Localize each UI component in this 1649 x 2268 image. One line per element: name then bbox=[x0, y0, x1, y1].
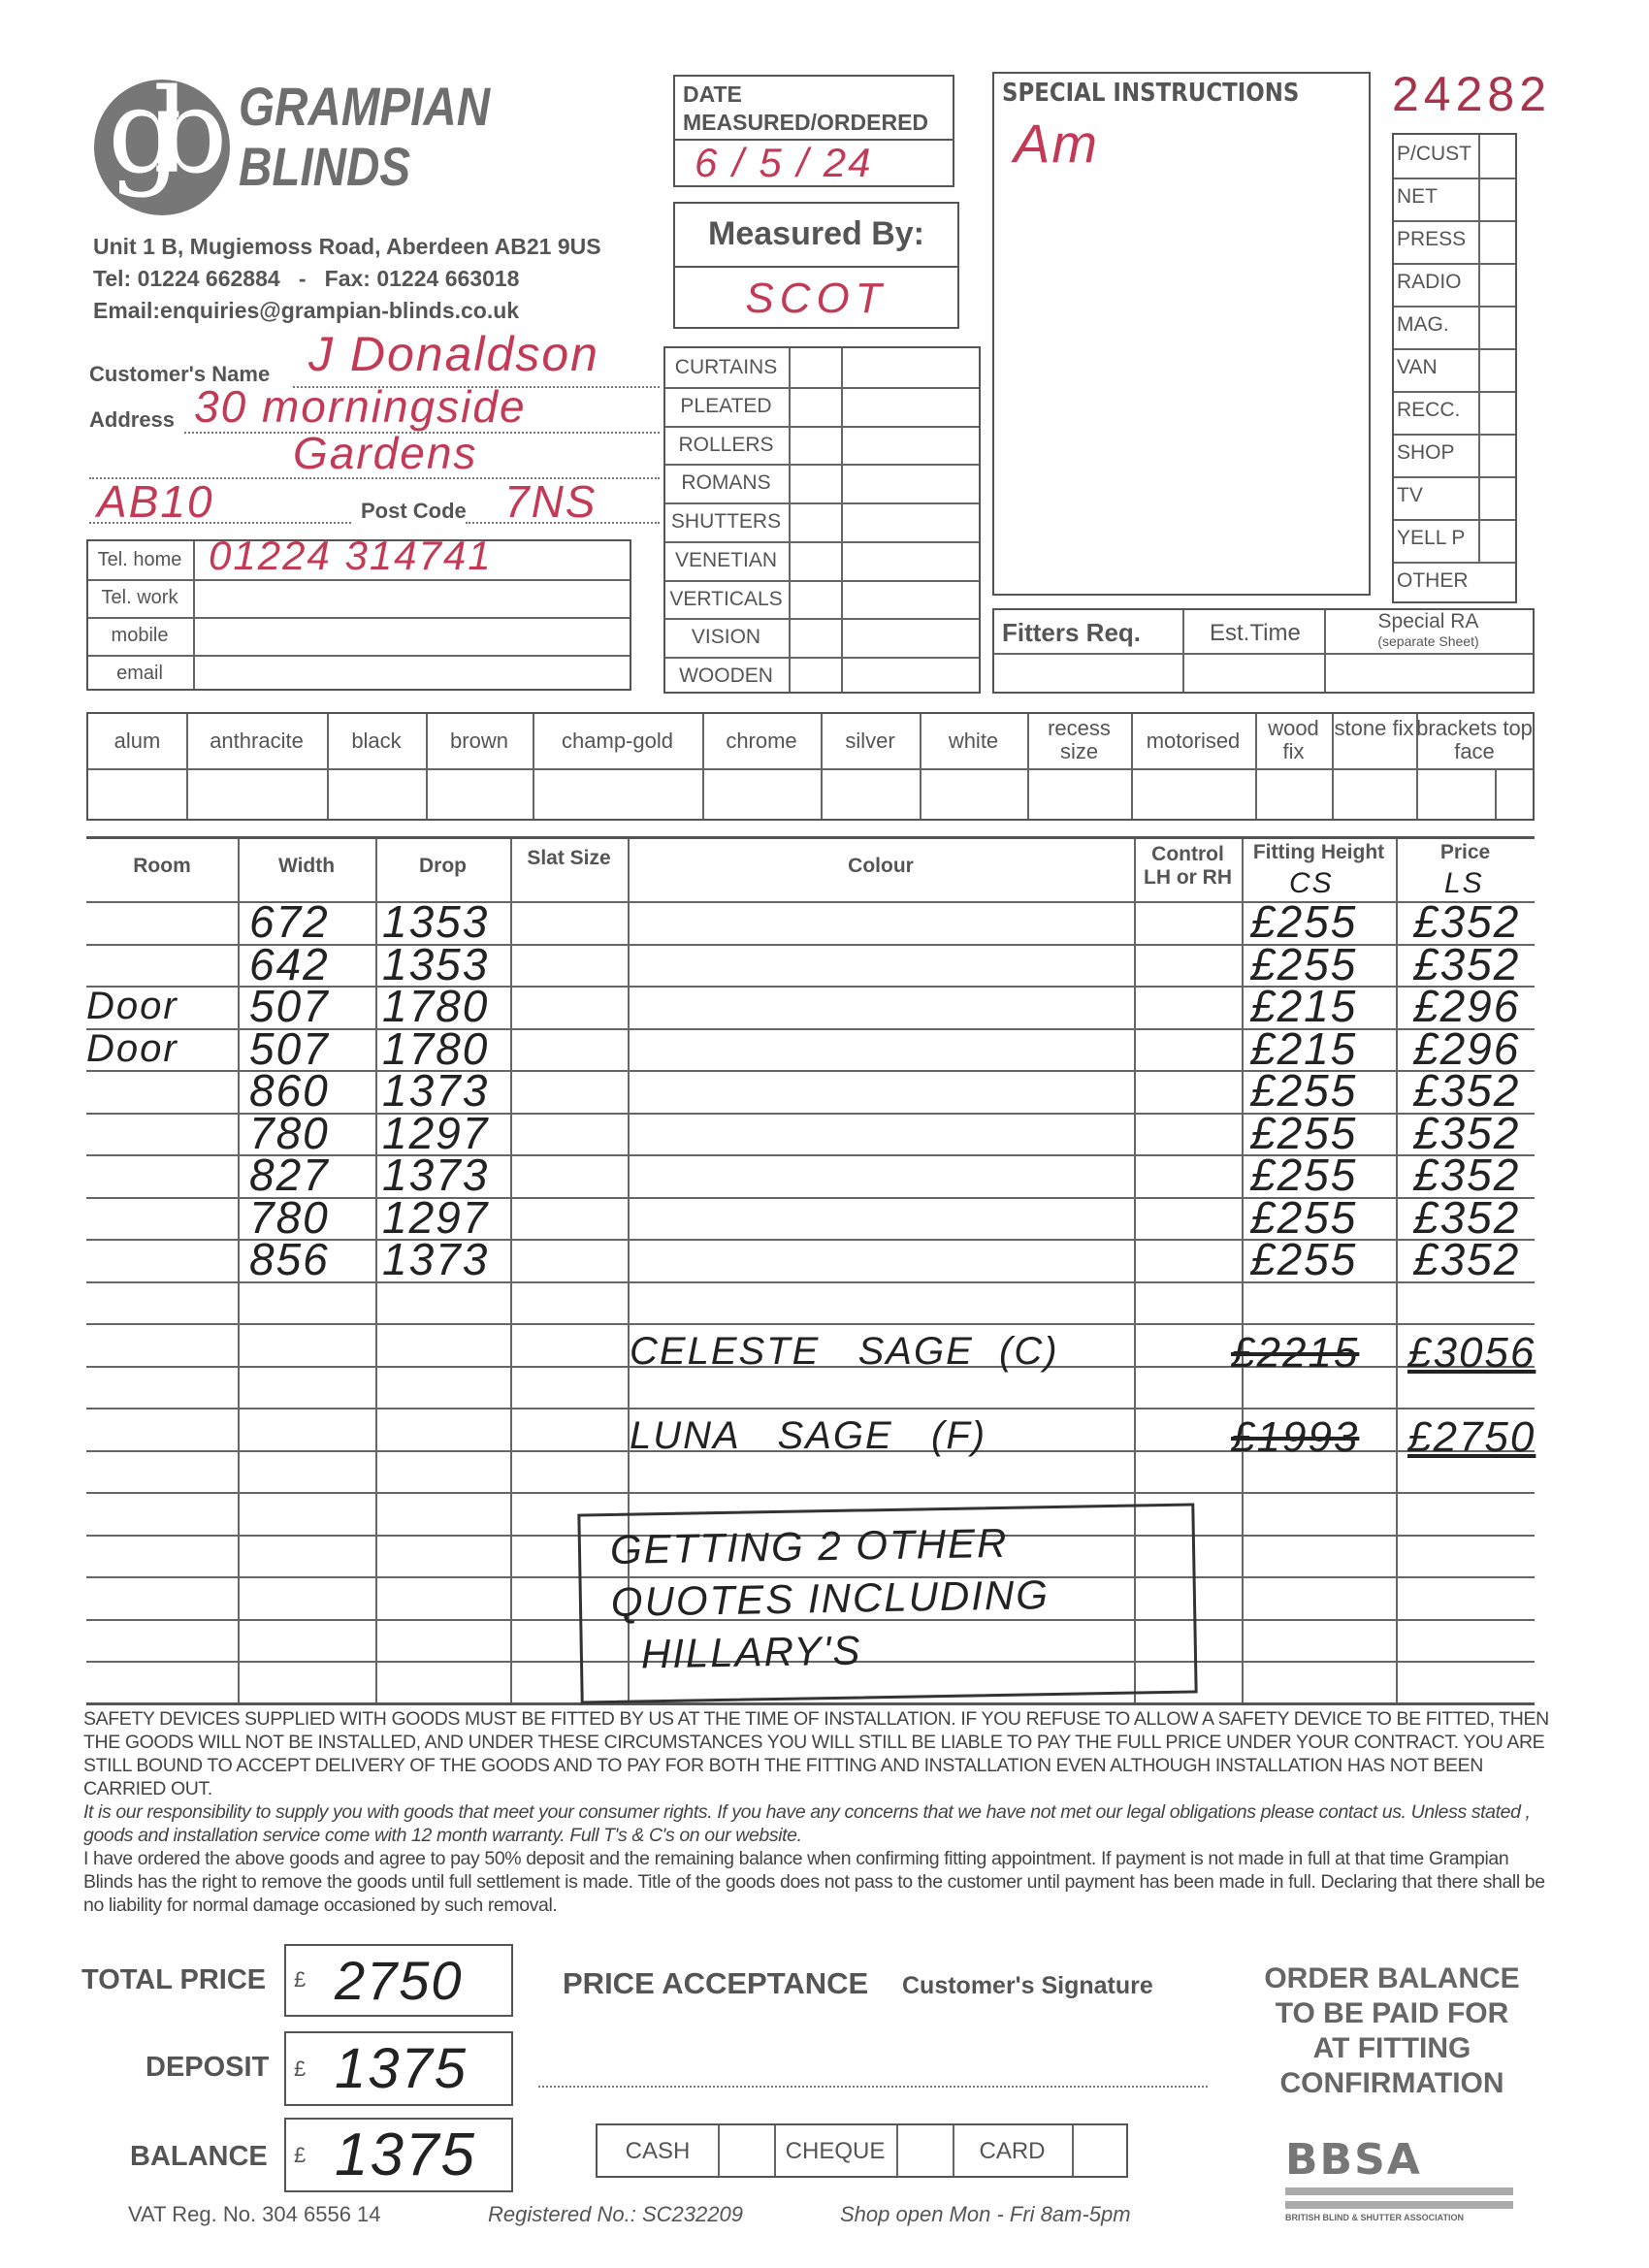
address-label: Address bbox=[89, 407, 176, 432]
cell-width[interactable]: 780 bbox=[249, 1107, 330, 1158]
finish-option-header: anthracite bbox=[210, 729, 304, 753]
product-type-checkbox[interactable] bbox=[791, 618, 839, 657]
special-instructions-label: SPECIAL INSTRUCTIONS bbox=[1002, 79, 1300, 108]
vat-number: VAT Reg. No. 304 6556 14 bbox=[128, 2202, 381, 2226]
cell-price-ls[interactable]: £352 bbox=[1413, 1065, 1521, 1116]
finish-option-header: motorised bbox=[1146, 729, 1241, 753]
finish-option-field[interactable] bbox=[1332, 770, 1416, 821]
finish-option-header: recess size bbox=[1048, 716, 1111, 763]
finish-option-field[interactable] bbox=[1131, 770, 1255, 821]
finish-option-header: alum bbox=[113, 729, 161, 753]
cell-width[interactable]: 860 bbox=[249, 1065, 330, 1116]
product-type-checkbox[interactable] bbox=[791, 580, 839, 619]
cell-drop[interactable]: 1780 bbox=[382, 1022, 490, 1074]
signature-line[interactable] bbox=[538, 2086, 1208, 2088]
table-row-divider bbox=[86, 1408, 1535, 1409]
finish-option-field[interactable] bbox=[1416, 770, 1533, 821]
contact-table bbox=[86, 533, 631, 691]
legal-text bbox=[83, 1707, 1553, 1917]
cell-price-ls[interactable]: £296 bbox=[1413, 1022, 1521, 1074]
source-label: OTHER bbox=[1397, 569, 1469, 592]
customer-signature-label: Customer's Signature bbox=[902, 1972, 1153, 1999]
cell-width[interactable]: 780 bbox=[249, 1191, 330, 1243]
source-label: MAG. bbox=[1397, 313, 1449, 336]
source-checkbox[interactable] bbox=[1478, 434, 1517, 476]
product-type-label: ROMANS bbox=[681, 471, 771, 495]
finish-option-field[interactable] bbox=[88, 770, 186, 821]
source-checkbox[interactable] bbox=[1478, 178, 1517, 220]
payment-method-label: CHEQUE bbox=[785, 2138, 886, 2164]
contact-label: mobile bbox=[111, 625, 169, 646]
cell-drop[interactable]: 1353 bbox=[382, 896, 490, 947]
est-time-label: Est.Time bbox=[1210, 620, 1301, 646]
source-label: P/CUST bbox=[1397, 143, 1472, 165]
cell-drop[interactable]: 1297 bbox=[382, 1191, 490, 1243]
product-type-checkbox[interactable] bbox=[791, 657, 839, 696]
payment-method-checkbox[interactable] bbox=[718, 2125, 774, 2176]
cell-price-ls[interactable]: £352 bbox=[1413, 938, 1521, 989]
balance-box[interactable] bbox=[284, 2118, 513, 2192]
column-header: Control LH or RH bbox=[1144, 843, 1232, 889]
product-type-label: PLEATED bbox=[680, 394, 772, 417]
order-balance-line: ORDER BALANCE bbox=[1264, 1962, 1520, 1994]
postcode-part2[interactable]: 7NS bbox=[504, 476, 598, 527]
ls-note: LS bbox=[1444, 867, 1484, 899]
column-header: Slat Size bbox=[527, 847, 611, 869]
finish-option-field[interactable] bbox=[426, 770, 533, 821]
cell-room[interactable]: Door bbox=[86, 985, 178, 1027]
address-line2[interactable]: Gardens bbox=[293, 428, 478, 478]
cell-width[interactable]: 507 bbox=[249, 981, 330, 1031]
cell-price-ls[interactable]: £352 bbox=[1413, 1107, 1521, 1158]
product-type-checkbox[interactable] bbox=[791, 541, 839, 580]
address-line1[interactable]: 30 morningside bbox=[194, 381, 527, 432]
finish-option-header: white bbox=[948, 729, 999, 753]
finish-option-field[interactable] bbox=[1027, 770, 1131, 821]
cell-price-cs[interactable]: £255 bbox=[1250, 1107, 1358, 1158]
fitters-req-label: Fitters Req. bbox=[1002, 618, 1142, 647]
postcode-label: Post Code bbox=[361, 499, 467, 523]
finish-option-field[interactable] bbox=[327, 770, 426, 821]
customer-name[interactable]: J Donaldson bbox=[308, 327, 599, 381]
product-type-table bbox=[663, 346, 981, 694]
source-label: TV bbox=[1397, 484, 1423, 506]
currency-symbol: £ bbox=[294, 2057, 307, 2081]
postcode-part1[interactable]: AB10 bbox=[97, 476, 214, 527]
finish-option-header: stone fix bbox=[1334, 716, 1414, 740]
product-type-label: VISION bbox=[691, 626, 761, 649]
company-name-line1: GRAMPIAN bbox=[239, 76, 491, 137]
cell-price-cs[interactable]: £255 bbox=[1250, 1234, 1358, 1284]
contact-label: Tel. work bbox=[101, 587, 178, 608]
product-type-checkbox[interactable] bbox=[791, 348, 839, 387]
finish-option-field[interactable] bbox=[702, 770, 821, 821]
measurements-table bbox=[86, 836, 1535, 1705]
option-price-cs[interactable]: £2215 bbox=[1231, 1328, 1360, 1377]
source-label: VAN bbox=[1397, 356, 1438, 378]
company-phones: Tel: 01224 662884 - Fax: 01224 663018 bbox=[93, 266, 520, 291]
product-type-label: SHUTTERS bbox=[670, 510, 782, 534]
option-price-ls[interactable]: £3056 bbox=[1407, 1328, 1536, 1377]
source-checkbox[interactable] bbox=[1478, 391, 1517, 434]
measured-by-box bbox=[673, 202, 959, 329]
cell-price-cs[interactable]: £255 bbox=[1250, 1150, 1358, 1200]
deposit-value: 1375 bbox=[335, 2037, 469, 2100]
registered-number: Registered No.: SC232209 bbox=[488, 2202, 743, 2226]
note-line: GETTING 2 OTHER bbox=[609, 1519, 1009, 1572]
source-checkbox[interactable] bbox=[1478, 348, 1517, 391]
product-type-checkbox[interactable] bbox=[791, 502, 839, 541]
balance-value: 1375 bbox=[335, 2122, 476, 2188]
cell-width[interactable]: 827 bbox=[249, 1150, 330, 1200]
cell-price-cs[interactable]: £255 bbox=[1250, 938, 1358, 989]
cell-drop[interactable]: 1373 bbox=[382, 1150, 490, 1200]
finish-option-header: brown bbox=[450, 729, 508, 753]
cell-price-cs[interactable]: £215 bbox=[1250, 981, 1358, 1031]
column-header: Room bbox=[133, 855, 191, 877]
source-label: NET bbox=[1397, 185, 1438, 208]
cs-note: CS bbox=[1289, 867, 1334, 899]
company-logo bbox=[94, 65, 230, 225]
column-header: Fitting Height bbox=[1252, 841, 1385, 863]
bbsa-logo bbox=[1285, 2135, 1513, 2222]
source-label: SHOP bbox=[1397, 441, 1455, 464]
source-label: RADIO bbox=[1397, 271, 1462, 293]
table-row-divider bbox=[86, 1492, 1535, 1494]
column-header: Width bbox=[277, 855, 336, 877]
legal-agreement: I have ordered the above goods and agree to pay 50% deposit and the remaining balance when confirming fitting appointment. If payment is not made in full at that time Grampian Blinds has the right to remove the goods until full settlement is made. Title of the goods does not pass to the customer until payment has been made in full. Declaring that there shall be no liability for normal damage occasioned by such removal. bbox=[83, 1848, 1545, 1916]
payment-method-label: CARD bbox=[979, 2138, 1046, 2164]
payment-method-checkbox[interactable] bbox=[1072, 2125, 1130, 2176]
cell-drop[interactable]: 1780 bbox=[382, 981, 490, 1031]
order-balance-notice bbox=[1232, 1961, 1552, 2101]
payment-method-checkbox[interactable] bbox=[896, 2125, 953, 2176]
product-type-checkbox[interactable] bbox=[791, 464, 839, 502]
source-list bbox=[1392, 133, 1517, 603]
cell-price-ls[interactable]: £296 bbox=[1413, 981, 1521, 1031]
cell-width[interactable]: 507 bbox=[249, 1022, 330, 1074]
cell-width[interactable]: 642 bbox=[249, 938, 330, 989]
logo-letters: gb bbox=[108, 65, 199, 200]
order-number: 24282 bbox=[1392, 67, 1552, 121]
bbsa-caption: BRITISH BLIND & SHUTTER ASSOCIATION bbox=[1285, 2213, 1464, 2222]
est-time-field[interactable] bbox=[1184, 655, 1322, 694]
order-balance-line: TO BE PAID FOR bbox=[1275, 1997, 1509, 2029]
special-ra-label: Special RA bbox=[1377, 610, 1479, 632]
special-ra-note: (separate Sheet) bbox=[1377, 633, 1479, 649]
contact-field[interactable]: 01224 314741 bbox=[209, 533, 493, 578]
price-acceptance-label: PRICE ACCEPTANCE bbox=[563, 1966, 869, 2000]
product-type-label: CURTAINS bbox=[674, 356, 778, 378]
finish-option-header: silver bbox=[845, 729, 895, 753]
cell-price-ls[interactable]: £352 bbox=[1413, 896, 1521, 947]
measured-by-label: Measured By: bbox=[708, 215, 924, 252]
date-box bbox=[673, 75, 954, 187]
finish-options-table bbox=[86, 712, 1535, 821]
deposit-box[interactable] bbox=[284, 2031, 513, 2106]
column-header: Price bbox=[1439, 841, 1491, 863]
cell-price-cs[interactable]: £255 bbox=[1250, 896, 1358, 947]
finish-option-field[interactable] bbox=[186, 770, 327, 821]
shop-hours: Shop open Mon - Fri 8am-5pm bbox=[840, 2202, 1131, 2226]
source-label: RECC. bbox=[1397, 399, 1461, 421]
option-colour[interactable]: LUNA SAGE (F) bbox=[630, 1413, 987, 1457]
cell-price-cs[interactable]: £215 bbox=[1250, 1022, 1358, 1074]
date-value[interactable]: 6 / 5 / 24 bbox=[695, 140, 873, 185]
handwritten-note-box bbox=[577, 1503, 1197, 1703]
source-checkbox[interactable] bbox=[1478, 263, 1517, 306]
currency-symbol: £ bbox=[294, 2143, 307, 2167]
option-colour[interactable]: CELESTE SAGE (C) bbox=[630, 1329, 1059, 1373]
cell-drop[interactable]: 1297 bbox=[382, 1107, 490, 1158]
source-label: YELL P bbox=[1397, 527, 1466, 549]
source-checkbox[interactable] bbox=[1478, 519, 1517, 562]
legal-responsibility: It is our responsibility to supply you with goods that meet your consumer rights. If you have any concerns that we have not met our legal obligations please contact us. Unless stated , goods and installation service come with 12 month warranty. Full T's & C's on our website. bbox=[83, 1801, 1531, 1846]
finish-option-header: champ-gold bbox=[562, 729, 673, 753]
product-type-label: WOODEN bbox=[679, 664, 773, 688]
company-address: Unit 1 B, Mugiemoss Road, Aberdeen AB21 9US bbox=[93, 234, 601, 259]
source-checkbox[interactable] bbox=[1478, 135, 1517, 178]
source-checkbox[interactable] bbox=[1478, 476, 1517, 519]
finish-option-field[interactable] bbox=[920, 770, 1027, 821]
special-ra-field[interactable] bbox=[1326, 655, 1533, 694]
contact-label: Tel. home bbox=[97, 549, 182, 570]
cell-price-cs[interactable]: £255 bbox=[1250, 1065, 1358, 1116]
note-line: QUOTES INCLUDING bbox=[610, 1571, 1051, 1625]
finish-option-header: brackets top face bbox=[1416, 716, 1533, 763]
fitters-req-field[interactable] bbox=[994, 655, 1180, 694]
product-type-label: ROLLERS bbox=[678, 433, 774, 456]
measured-by-value[interactable]: SCOT bbox=[745, 275, 888, 322]
option-price-ls[interactable]: £2750 bbox=[1407, 1412, 1536, 1461]
option-price-cs[interactable]: £1993 bbox=[1231, 1412, 1360, 1461]
cell-room[interactable]: Door bbox=[86, 1026, 178, 1070]
product-type-label: VENETIAN bbox=[674, 548, 778, 571]
cell-price-ls[interactable]: £352 bbox=[1413, 1150, 1521, 1200]
finish-option-header: wood fix bbox=[1268, 716, 1319, 763]
source-label: PRESS bbox=[1397, 228, 1467, 250]
cell-drop[interactable]: 1373 bbox=[382, 1065, 490, 1116]
column-header: Colour bbox=[848, 855, 914, 877]
order-balance-line: CONFIRMATION bbox=[1279, 2067, 1504, 2099]
finish-option-field[interactable] bbox=[533, 770, 702, 821]
source-checkbox[interactable] bbox=[1478, 306, 1517, 348]
customer-name-label: Customer's Name bbox=[89, 362, 271, 386]
finish-option-field[interactable] bbox=[1255, 770, 1332, 821]
fitters-table bbox=[992, 608, 1535, 694]
finish-option-field[interactable] bbox=[821, 770, 920, 821]
total-price-value: 2750 bbox=[335, 1950, 464, 2011]
date-label-2: MEASURED/ORDERED bbox=[683, 110, 929, 135]
cell-price-ls[interactable]: £352 bbox=[1413, 1234, 1521, 1284]
source-checkbox[interactable] bbox=[1478, 220, 1517, 263]
contact-label: email bbox=[116, 663, 163, 684]
deposit-label: DEPOSIT bbox=[146, 2052, 270, 2083]
column-header: Drop bbox=[419, 855, 467, 877]
order-balance-line: AT FITTING bbox=[1312, 2032, 1471, 2064]
special-instructions-box bbox=[992, 72, 1371, 596]
product-type-label: VERTICALS bbox=[669, 587, 783, 610]
total-price-box[interactable] bbox=[284, 1944, 513, 2017]
bbsa-logo-text: BBSA bbox=[1285, 2135, 1422, 2185]
balance-label: BALANCE bbox=[130, 2141, 268, 2172]
finish-option-header: black bbox=[351, 729, 402, 753]
company-email: Email:enquiries@grampian-blinds.co.uk bbox=[93, 298, 520, 323]
special-instructions-value[interactable]: Am bbox=[1014, 113, 1099, 174]
product-type-checkbox[interactable] bbox=[791, 387, 839, 426]
cell-width[interactable]: 672 bbox=[249, 896, 330, 947]
legal-safety: SAFETY DEVICES SUPPLIED WITH GOODS MUST BE FITTED BY US AT THE TIME OF INSTALLATION. IF YOU REFUSE TO ALLOW A SAFETY DEVICE TO BE FITTED, THEN THE GOODS WILL NOT BE INSTALLED, AND UNDER THESE CIRCUMSTANCES YOU WILL STILL BE LIABLE TO PAY THE FULL PRICE UNDER YOUR CONTRACT. YOU ARE STILL BOUND TO ACCEPT DELIVERY OF THE GOODS AND TO PAY FOR BOTH THE FITTING AND INSTALLATION EVEN ALTHOUGH INSTALLATION HAS NOT BEEN CARRIED OUT. bbox=[83, 1708, 1549, 1799]
cell-price-cs[interactable]: £255 bbox=[1250, 1191, 1358, 1243]
note-line: HILLARY'S bbox=[640, 1627, 862, 1677]
finish-option-header: chrome bbox=[726, 729, 797, 753]
total-price-label: TOTAL PRICE bbox=[81, 1964, 267, 1995]
payment-method-label: CASH bbox=[625, 2138, 691, 2164]
cell-drop[interactable]: 1353 bbox=[382, 938, 490, 989]
product-type-checkbox[interactable] bbox=[791, 426, 839, 465]
date-label-1: DATE bbox=[683, 81, 742, 107]
cell-width[interactable]: 856 bbox=[249, 1234, 330, 1284]
company-name-line2: BLINDS bbox=[239, 136, 411, 197]
currency-symbol: £ bbox=[294, 1967, 307, 1992]
table-row-divider bbox=[86, 1323, 1535, 1325]
cell-price-ls[interactable]: £352 bbox=[1413, 1191, 1521, 1243]
payment-method-table bbox=[596, 2123, 1128, 2178]
cell-drop[interactable]: 1373 bbox=[382, 1234, 490, 1284]
